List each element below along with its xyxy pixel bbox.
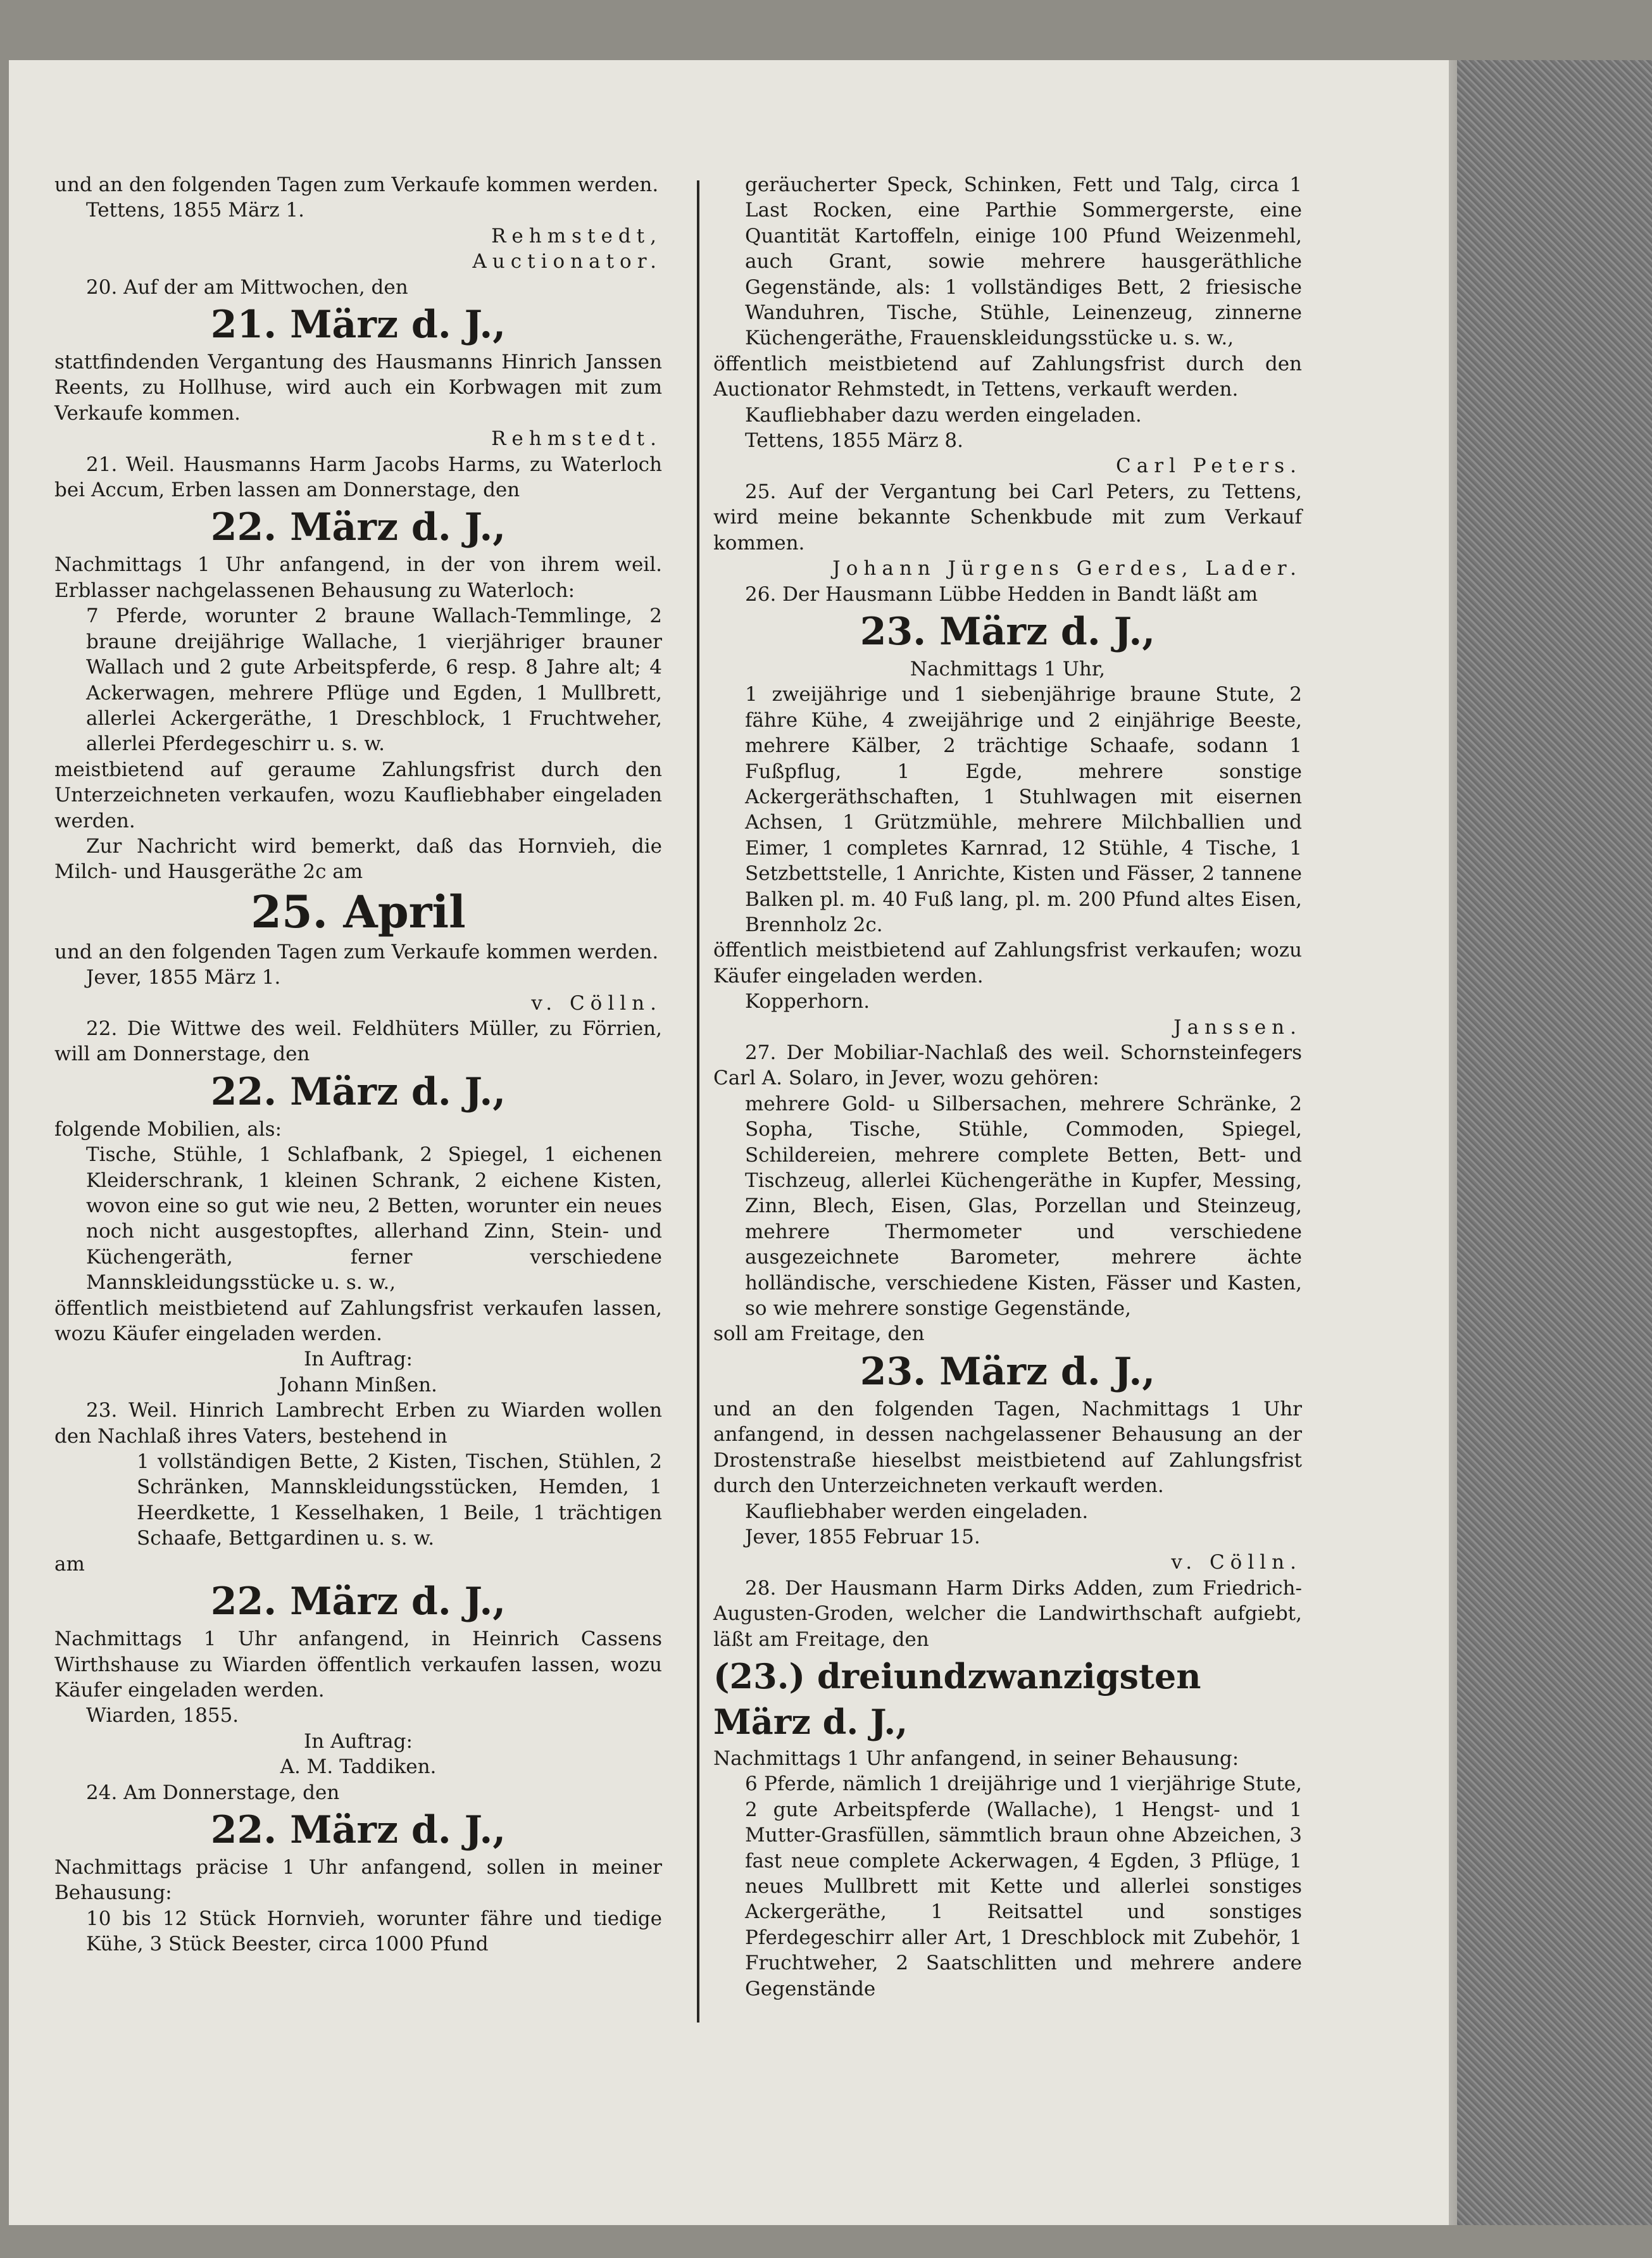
- text-paragraph: 6 Pferde, nämlich 1 dreijährige und 1 vierjährige Stute, 2 gute Arbeitspferde (Wallache), 1 Hengst- und 1 Mutter-Grasfüllen, sämmtlich braun ohne Abzeichen, 3 fast neue complete Ackerwagen, 4 Egden, 3 Pflüge, 1 neues Mullbrett mit Kette und allerlei sonstiges Ackergeräthe, 1 Reitsattel und sonstiges Pferdegeschirr aller Art, 1 Dreschblock mit Zubehör, 1 Fruchtweher, 2 Saatschlitten und mehrere andere Gegenstände: [745, 1772, 1302, 2000]
- text-paragraph: meistbietend auf geraume Zahlungsfrist durch den Unterzeichneten verkaufen, wozu Kaufliebhaber eingeladen werden.: [54, 758, 662, 832]
- right-column: [713, 172, 1302, 2002]
- text-paragraph: und an den folgenden Tagen, Nachmittags 1 Uhr anfangend, in dessen nachgelassener Behausung an der Drostenstraße hieselbst meistbietend auf Zahlungsfrist durch den Unterzeichneten verkauft werden.: [713, 1397, 1302, 1498]
- text-paragraph: 25. Auf der Vergantung bei Carl Peters, zu Tettens, wird meine bekannte Schenkbude mit zum Verkauf kommen.: [713, 480, 1302, 555]
- text-paragraph: stattfindenden Vergantung des Hausmanns Hinrich Janssen Reents, zu Hollhuse, wird auch ein Korbwagen mit zum Verkaufe kommen.: [54, 351, 662, 425]
- text-paragraph: Jever, 1855 Februar 15.: [745, 1525, 980, 1548]
- text-paragraph: Zur Nachricht wird bemerkt, daß das Hornvieh, die Milch- und Hausgeräthe 2c am: [54, 834, 662, 884]
- text-paragraph: 24. Am Donnerstage, den: [86, 1781, 340, 1804]
- text-paragraph: öffentlich meistbietend auf Zahlungsfrist verkaufen; wozu Käufer eingeladen werden.: [713, 939, 1302, 988]
- left-column: [54, 172, 662, 1957]
- text-paragraph: 1 vollständigen Bette, 2 Kisten, Tischen, Stühlen, 2 Schränken, Mannskleidungsstücken, Hemden, 1 Heerdkette, 1 Kesselhaken, 1 Beile, 1 trächtigen Schaafe, Bettgardinen u. s. w.: [137, 1450, 662, 1550]
- text-paragraph: mehrere Gold- u Silbersachen, mehrere Schränke, 2 Sopha, Tische, Stühle, Commoden, Spiegel, Schildereien, mehrere complete Betten, Bett- und Tischzeug, allerlei Küchengeräthe in Kupfer, Messing, Zinn, Blech, Eisen, Glas, Porzellan und Steinzeug, mehrere Thermometer und verschiedene ausgezeichnete Barometer, mehrere ächte holländische, verschiedene Kisten, Fässer und Kasten, so wie mehrere sonstige Gegenstände,: [745, 1092, 1302, 1320]
- text-paragraph: 7 Pferde, worunter 2 braune Wallach-Temmlinge, 2 braune dreijährige Wallache, 1 vierjähriger brauner Wallach und 2 gute Arbeitspferde, 6 resp. 8 Jahre alt; 4 Ackerwagen, mehrere Pflüge und Egden, 1 Mullbrett, allerlei Ackergeräthe, 1 Dreschblock, 1 Fruchtweher, allerlei Pferdegeschirr u. s. w.: [86, 605, 662, 756]
- text-paragraph: Rehmstedt,: [491, 224, 662, 248]
- date-heading: (23.) dreiundzwanzigsten März d. J.,: [713, 1655, 1201, 1742]
- text-paragraph: und an den folgenden Tagen zum Verkaufe kommen werden.: [54, 940, 659, 963]
- text-paragraph: 26. Der Hausmann Lübbe Hedden in Bandt läßt am: [745, 582, 1258, 606]
- text-paragraph: 21. Weil. Hausmanns Harm Jacobs Harms, zu Waterloch bei Accum, Erben lassen am Donnerstage, den: [54, 453, 662, 502]
- text-paragraph: A. M. Taddiken.: [280, 1755, 437, 1779]
- text-paragraph: 28. Der Hausmann Harm Dirks Adden, zum Friedrich-Augusten-Groden, welcher die Landwirthschaft aufgiebt, läßt am Freitage, den: [713, 1576, 1302, 1651]
- text-paragraph: öffentlich meistbietend auf Zahlungsfrist durch den Auctionator Rehmstedt, in Tettens, verkauft werden.: [713, 352, 1302, 401]
- text-paragraph: Tische, Stühle, 1 Schlafbank, 2 Spiegel, 1 eichenen Kleiderschrank, 1 kleinen Schrank, 2 eichene Kisten, wovon eine so gut wie neu, 2 Betten, worunter ein neues noch nicht ausgestopftes, allerhand Zinn, Stein- und Küchengeräth, ferner verschiedene Mannskleidungsstücke u. s. w.,: [86, 1143, 662, 1295]
- text-paragraph: Johann Jürgens Gerdes, Lader.: [832, 557, 1302, 580]
- text-paragraph: In Auftrag:: [304, 1348, 413, 1371]
- text-paragraph: Nachmittags 1 Uhr anfangend, in seiner Behausung:: [713, 1747, 1239, 1770]
- text-paragraph: öffentlich meistbietend auf Zahlungsfrist verkaufen lassen, wozu Käufer eingeladen werden.: [54, 1296, 662, 1346]
- text-paragraph: 22. Die Wittwe des weil. Feldhüters Müller, zu Förrien, will am Donnerstage, den: [54, 1017, 662, 1066]
- text-paragraph: 20. Auf der am Mittwochen, den: [86, 275, 408, 299]
- text-paragraph: Wiarden, 1855.: [86, 1704, 239, 1728]
- text-paragraph: Nachmittags 1 Uhr anfangend, in der von ihrem weil. Erblasser nachgelassenen Behausung zu Waterloch:: [54, 553, 662, 602]
- date-heading: 22. März d. J.,: [210, 1069, 506, 1114]
- date-heading: 21. März d. J.,: [210, 303, 506, 348]
- text-paragraph: In Auftrag:: [304, 1729, 413, 1753]
- text-paragraph: 10 bis 12 Stück Hornvieh, worunter fähre und tiedige Kühe, 3 Stück Beester, circa 1000 Pfund: [86, 1907, 662, 1956]
- text-paragraph: v. Cölln.: [531, 991, 662, 1015]
- text-paragraph: Tettens, 1855 März 1.: [86, 199, 305, 222]
- book-spine: [1444, 60, 1652, 2225]
- text-paragraph: Rehmstedt.: [491, 427, 662, 451]
- text-paragraph: Kaufliebhaber werden eingeladen.: [745, 1500, 1089, 1523]
- text-paragraph: 27. Der Mobiliar-Nachlaß des weil. Schornsteinfegers Carl A. Solaro, in Jever, wozu gehören:: [713, 1041, 1302, 1090]
- text-paragraph: soll am Freitage, den: [713, 1322, 925, 1346]
- text-paragraph: Nachmittags 1 Uhr,: [910, 657, 1106, 681]
- text-paragraph: Janssen.: [1173, 1015, 1302, 1039]
- date-heading: 25. April: [251, 885, 466, 938]
- text-paragraph: Auctionator.: [472, 250, 662, 273]
- column-divider: [697, 180, 699, 2023]
- text-paragraph: Nachmittags präcise 1 Uhr anfangend, sollen in meiner Behausung:: [54, 1855, 662, 1905]
- text-paragraph: Carl Peters.: [1116, 455, 1302, 478]
- text-paragraph: Johann Minßen.: [279, 1373, 437, 1396]
- text-paragraph: folgende Mobilien, als:: [54, 1117, 282, 1141]
- text-paragraph: und an den folgenden Tagen zum Verkaufe kommen werden.: [54, 173, 659, 196]
- text-paragraph: v. Cölln.: [1171, 1551, 1302, 1574]
- text-paragraph: 23. Weil. Hinrich Lambrecht Erben zu Wiarden wollen den Nachlaß ihres Vaters, bestehend in: [54, 1399, 662, 1448]
- date-heading: 22. März d. J.,: [210, 505, 506, 550]
- date-heading: 23. März d. J.,: [860, 609, 1156, 654]
- text-paragraph: Kopperhorn.: [745, 990, 870, 1013]
- text-paragraph: Jever, 1855 März 1.: [86, 966, 281, 989]
- date-heading: 23. März d. J.,: [860, 1349, 1156, 1394]
- date-heading: 22. März d. J.,: [210, 1807, 506, 1852]
- text-paragraph: Kaufliebhaber dazu werden eingeladen.: [745, 403, 1142, 427]
- text-paragraph: Tettens, 1855 März 8.: [745, 429, 964, 453]
- text-paragraph: Nachmittags 1 Uhr anfangend, in Heinrich Cassens Wirthshause zu Wiarden öffentlich verkaufen lassen, wozu Käufer eingeladen werden.: [54, 1628, 662, 1702]
- text-paragraph: 1 zweijährige und 1 siebenjährige braune Stute, 2 fähre Kühe, 4 zweijährige und 2 einjährige Beeste, mehrere Kälber, 2 trächtige Schaafe, sodann 1 Fußpflug, 1 Egde, mehrere sonstige Ackergeräthschaften, 1 Stuhlwagen mit eisernen Achsen, 1 Grützmühle, mehrere Milchballien und Eimer, 1 completes Karnrad, 12 Stühle, 4 Tische, 1 Setzbettstelle, 1 Anrichte, Kisten und Fässer, 2 tannene Balken pl. m. 40 Fuß lang, pl. m. 200 Pfund altes Eisen, Brennholz 2c.: [745, 683, 1302, 936]
- text-paragraph: am: [54, 1552, 85, 1576]
- date-heading: 22. März d. J.,: [210, 1579, 506, 1624]
- text-paragraph: geräucherter Speck, Schinken, Fett und Talg, circa 1 Last Rocken, eine Parthie Sommergerste, eine Quantität Kartoffeln, einige 100 Pfund Weizenmehl, auch Grant, sowie mehrere hausgeräthliche Gegenstände, als: 1 vollständiges Bett, 2 friesische Wanduhren, Tische, Stühle, Leinenzeug, zinnerne Küchengeräthe, Frauenskleidungsstücke u. s. w.,: [745, 173, 1302, 350]
